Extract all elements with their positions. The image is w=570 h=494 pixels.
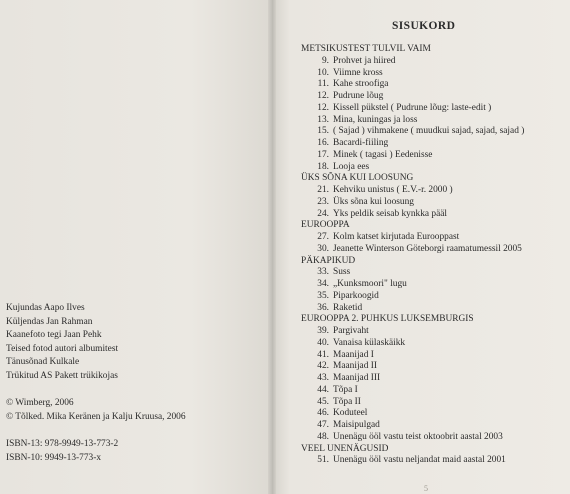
toc-entry-page: 24. (317, 208, 329, 219)
toc-entry-title: „Kunksmoori" lugu (333, 279, 407, 289)
toc-entry-page: 16. (317, 138, 329, 148)
toc-entry-title: Pargivaht (333, 326, 369, 336)
spacer (6, 424, 186, 438)
toc-entry-title: Kissell pükstel ( Pudrune lõug: laste-edit ) (333, 102, 492, 113)
credit-line: Küljendas Jan Rahman (6, 316, 93, 327)
toc-entry (301, 126, 524, 138)
toc-entry-page: 15. (317, 126, 329, 137)
toc-entry-page: 40. (317, 337, 329, 348)
toc-entry-page: 36. (317, 302, 329, 313)
toc-entry-page: 13. (317, 114, 329, 125)
toc-entry (301, 91, 524, 103)
toc-entry (301, 291, 524, 303)
toc-entry-title: Vanaisa külaskäikk (333, 337, 406, 348)
toc-entry-page: 43. (317, 373, 329, 383)
toc-section-heading: EUROOPPA 2. PUHKUS LUKSEMBURGIS (301, 314, 474, 325)
isbn-line: ISBN-10: 9949-13-773-x (6, 452, 102, 463)
toc-entry-page: 51. (317, 455, 329, 466)
toc-entry (301, 162, 524, 174)
toc-entry-title: Koduteel (333, 408, 368, 419)
toc-entry-title: Kehviku unistus ( E.V.-r. 2000 ) (333, 185, 453, 195)
toc-entry-title: Yks peldik seisab kynkka pääl (333, 208, 448, 219)
toc-entry-page: 41. (317, 349, 329, 360)
credit-line: Kujundas Aapo Ilves (6, 303, 85, 313)
toc-entry-page: 42. (317, 361, 329, 372)
toc-entry (301, 373, 524, 385)
toc-entry-title: Bacardi-fiiling (333, 138, 389, 148)
toc-entry (301, 397, 524, 409)
toc-entry-title: Tõpa II (333, 396, 361, 407)
credit-line: Teised fotod autori albumitest (6, 343, 119, 354)
toc-entry-title: Suss (333, 267, 351, 278)
toc-entry (301, 209, 524, 221)
toc-entry-page: 18. (317, 161, 329, 172)
toc-entry-title: Üks sõna kui loosung (333, 196, 414, 207)
toc-entry-page: 47. (317, 420, 329, 430)
isbn-line: ISBN-13: 978-9949-13-773-2 (6, 438, 119, 449)
toc-entry-title: Maanijad I (333, 349, 374, 360)
toc-entry (301, 79, 524, 91)
imprint-block (6, 302, 186, 465)
toc-entry-page: 48. (317, 431, 329, 442)
toc-section-heading: EUROOPPA (301, 220, 350, 231)
toc-entry-page: 12. (317, 102, 329, 113)
left-page (0, 0, 272, 494)
toc-entry-page: 21. (317, 185, 329, 195)
toc-entry-page: 46. (317, 408, 329, 419)
credit-line: Trükitud AS Pakett trükikojas (6, 370, 118, 381)
toc-entry-title: Viimne kross (333, 67, 383, 78)
toc-entry (301, 432, 524, 444)
toc-entry-page: 17. (317, 149, 329, 160)
toc-entry (301, 338, 524, 350)
toc-entry-page: 9. (321, 55, 329, 66)
toc-entry-page: 12. (317, 91, 329, 101)
toc-entry-title: ( Sajad ) vihmakene ( muudkui sajad, sajad, sajad ) (333, 126, 525, 137)
toc-entry (301, 303, 524, 315)
toc-entry (301, 267, 524, 279)
toc-entry-page: 44. (317, 384, 329, 395)
copyright-line: © Tõlked. Mika Keränen ja Kalju Kruusa, 2006 (6, 411, 186, 422)
toc-entry-page: 27. (317, 232, 329, 242)
toc-entry (301, 197, 524, 209)
toc-entry-title: Kahe stroofiga (333, 79, 389, 90)
toc-entry (301, 115, 524, 127)
toc-entry (301, 185, 524, 197)
toc-entry (301, 350, 524, 362)
toc-entry-title: Minek ( tagasi ) Eedenisse (333, 149, 433, 160)
toc-entry (301, 68, 524, 80)
toc-entry (301, 244, 524, 256)
toc-entry-title: Maisipulgad (333, 420, 380, 430)
toc-entry (301, 279, 524, 291)
toc-entry-page: 45. (317, 396, 329, 407)
credit-line: Tänusõnad Kulkale (6, 357, 80, 368)
page-number: 5 (424, 484, 428, 493)
toc-entry-title: Unenägu ööl vastu neljandat maid aastal 2001 (333, 455, 506, 466)
credit-line: Kaanefoto tegi Jaan Pehk (6, 330, 102, 341)
toc-section-heading: ÜKS SÕNA KUI LOOSUNG (301, 173, 414, 184)
toc-entry-page: 35. (317, 290, 329, 301)
toc-entry-title: Unenägu ööl vastu teist oktoobrit aastal 2003 (333, 431, 503, 442)
toc-entry-title: Jeanette Winterson Göteborgi raamatumessil 2005 (333, 243, 522, 254)
toc-entry (301, 408, 524, 420)
toc-entry-page: 11. (317, 79, 329, 90)
toc-entry (301, 150, 524, 162)
toc-entry (301, 385, 524, 397)
toc-entry-title: Prohvet ja hiired (333, 55, 396, 66)
toc-title: SISUKORD (392, 20, 456, 32)
toc-entry (301, 103, 524, 115)
toc-section-heading: METSIKUSTEST TULVIL VAIM (301, 44, 431, 54)
toc-entry-page: 39. (317, 326, 329, 336)
toc-entry-title: Maanijad III (333, 373, 381, 383)
toc-entry-title: Pudrune lõug (333, 91, 384, 101)
table-of-contents (301, 44, 524, 467)
toc-entry-title: Raketid (333, 302, 363, 313)
toc-entry-page: 10. (317, 67, 329, 78)
toc-entry (301, 138, 524, 150)
toc-section-heading: VEEL UNENÄGUSID (301, 443, 389, 454)
toc-entry-page: 33. (317, 267, 329, 278)
toc-entry-title: Piparkoogid (333, 290, 379, 301)
toc-entry (301, 455, 524, 467)
toc-entry (301, 232, 524, 244)
toc-entry-page: 23. (317, 196, 329, 207)
book-gutter (268, 0, 276, 494)
toc-entry (301, 56, 524, 68)
spacer (6, 384, 186, 398)
toc-entry (301, 420, 524, 432)
toc-entry-title: Maanijad II (333, 361, 377, 372)
copyright-line: © Wimberg, 2006 (6, 398, 74, 409)
toc-entry-page: 34. (317, 279, 329, 289)
toc-entry-title: Mina, kuningas ja loss (333, 114, 418, 125)
toc-entry-title: Tõpa I (333, 384, 358, 395)
toc-section-heading: PÄKAPIKUD (301, 255, 356, 266)
toc-entry-page: 30. (317, 243, 329, 254)
toc-entry (301, 326, 524, 338)
toc-entry (301, 361, 524, 373)
toc-entry-title: Kolm katset kirjutada Eurooppast (333, 232, 460, 242)
toc-entry-title: Looja ees (333, 161, 370, 172)
